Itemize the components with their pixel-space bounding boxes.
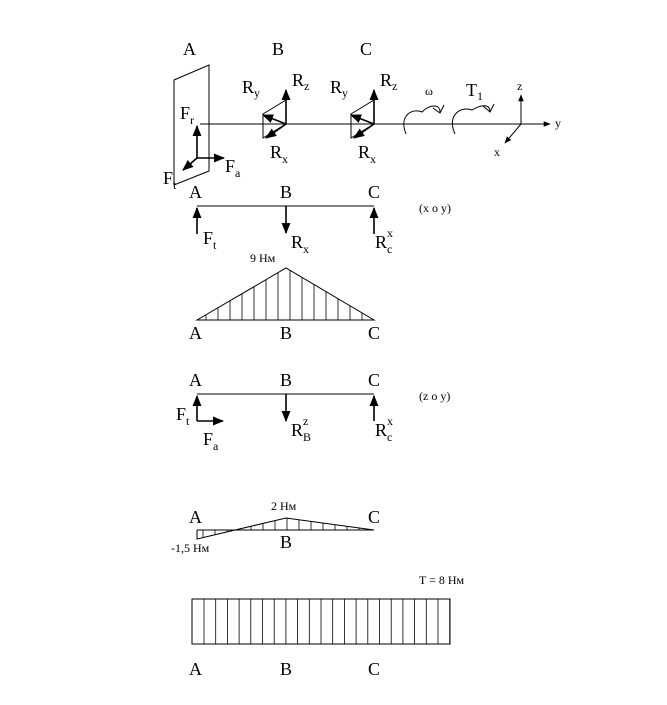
- moment-xoy-point-c: C: [368, 323, 381, 343]
- xoy-point-a-label: A: [189, 182, 202, 202]
- xoy-point-c-label: C: [368, 182, 381, 202]
- force-fa-label: $F_a$: [225, 156, 241, 180]
- torque-rotation-curve: [452, 106, 490, 134]
- zoy-plane-label: (z o y): [419, 389, 451, 403]
- omega-rotation-curve: [404, 106, 440, 134]
- moment-diagram-xoy: [189, 251, 380, 343]
- axis-z-label: z: [517, 79, 523, 93]
- support-c-rz-label: $R_z$: [380, 70, 398, 93]
- shaft-scheme: [163, 39, 561, 192]
- xoy-ft-label: $F_t$: [203, 228, 217, 252]
- force-fr-label: $F_r$: [180, 103, 195, 127]
- zoy-point-b-label: B: [280, 370, 293, 390]
- xoy-plane-label: (x o y): [419, 201, 451, 215]
- moment-xoy-outline: [197, 268, 374, 320]
- moment-zoy-point-a: A: [189, 507, 202, 527]
- moment-xoy-max-label: 9 Нм: [250, 251, 276, 265]
- torque-point-a: A: [189, 659, 202, 679]
- force-ft-arrow: [183, 158, 197, 170]
- support-b-rz-label: $R_z$: [292, 70, 310, 93]
- point-b-label: B: [272, 39, 285, 59]
- zoy-rb-label: $R_B$: [291, 420, 312, 444]
- axis-y-label: y: [555, 116, 561, 130]
- support-c-rx-label: $R_x$: [358, 142, 377, 166]
- force-ft-label: $F_t$: [163, 168, 177, 192]
- xoy-rc-label: $R_c$: [375, 232, 393, 256]
- support-c-rx-arrow: [354, 124, 374, 138]
- torque-point-b: B: [280, 659, 293, 679]
- point-c-label: C: [360, 39, 373, 59]
- support-b-ry-arrow: [263, 115, 286, 124]
- moment-zoy-point-b: B: [280, 532, 293, 552]
- support-b-rx-arrow: [266, 124, 286, 138]
- torque-point-c: C: [368, 659, 381, 679]
- zoy-point-a-label: A: [189, 370, 202, 390]
- moment-xoy-point-b: B: [280, 323, 293, 343]
- torque-label: $T_1$: [466, 80, 483, 103]
- zoy-rb-superscript: z: [303, 414, 309, 428]
- moment-zoy-max-label: 2 Нм: [271, 499, 297, 513]
- moment-zoy-min-label: -1,5 Нм: [171, 541, 210, 555]
- moment-xoy-point-a: A: [189, 323, 202, 343]
- xoy-rc-superscript: x: [387, 226, 393, 240]
- support-b-ry-label: $R_y$: [242, 77, 261, 100]
- point-a-label: A: [183, 39, 196, 59]
- torque-diagram: [189, 573, 465, 679]
- zoy-rc-label: $R_c$: [375, 420, 393, 444]
- moment-diagram-zoy: [171, 499, 380, 555]
- omega-label: ω: [425, 84, 433, 98]
- xoy-rx-label: $R_x$: [291, 232, 310, 256]
- zoy-load-scheme: [176, 370, 450, 453]
- xoy-point-b-label: B: [280, 182, 293, 202]
- axis-x-label: x: [494, 145, 500, 159]
- support-b-rx-label: $R_x$: [270, 142, 289, 166]
- coordinate-axes: [494, 79, 561, 159]
- xoy-load-scheme: [189, 182, 451, 256]
- moment-zoy-point-c: C: [368, 507, 381, 527]
- zoy-fa-label: $F_a$: [203, 429, 219, 453]
- support-c-ry-label: $R_y$: [330, 77, 349, 100]
- axis-x-arrow: [505, 124, 521, 143]
- support-c-ry-arrow: [351, 115, 374, 124]
- torque-diagram-label: T = 8 Нм: [419, 573, 465, 587]
- zoy-ft-label: $F_t$: [176, 404, 190, 428]
- zoy-rc-superscript: x: [387, 414, 393, 428]
- zoy-point-c-label: C: [368, 370, 381, 390]
